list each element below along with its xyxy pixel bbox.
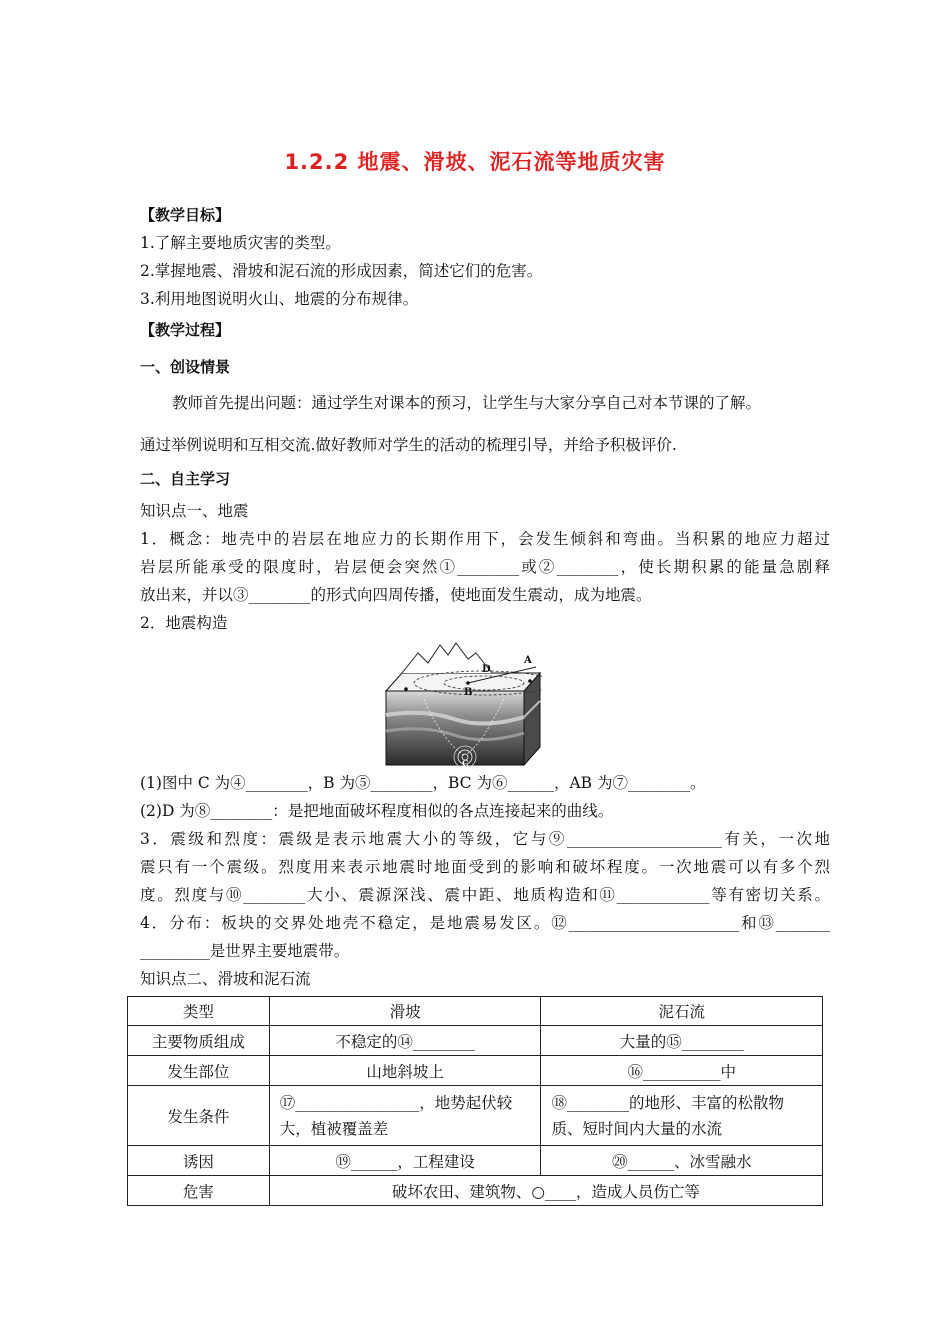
table-cell: ⑯__________中: [541, 1056, 823, 1086]
table-row: [128, 1176, 823, 1206]
table-row-label: 主要物质组成: [128, 1026, 270, 1056]
table-cell: 山地斜坡上: [269, 1056, 541, 1086]
section-heading: 一、创设情景: [140, 358, 231, 376]
table-header-cell: 泥石流: [541, 997, 823, 1026]
objectives-heading: 【教学目标】: [140, 206, 231, 224]
section-heading: 二、自主学习: [140, 470, 231, 488]
table-row-label: 发生条件: [128, 1086, 270, 1146]
objective-item: 1.了解主要地质灾害的类型。: [140, 234, 341, 252]
process-heading: 【教学过程】: [140, 321, 231, 339]
paragraph-line: 岩层所能承受的限度时，岩层便会突然①________或②________，使长期积累的能量急剧释: [140, 558, 830, 576]
table-cell-merged: 破坏农田、建筑物、○____，造成人员伤亡等: [269, 1176, 822, 1206]
table-row-label: 发生部位: [128, 1056, 270, 1086]
paragraph-line: 度。烈度与⑩________大小、震源深浅、震中距、地质构造和⑪____________等有密切关系。: [140, 886, 830, 904]
question: (1)图中 C 为④________，B 为⑤________，BC 为⑥______，AB 为⑦________。: [140, 774, 706, 792]
label-c: C: [462, 758, 469, 767]
knowledge-point-title: 知识点二、滑坡和泥石流: [140, 970, 311, 988]
label-d: D: [482, 664, 491, 675]
question: (2)D 为⑧________：是把地面破坏程度相似的各点连接起来的曲线。: [140, 802, 614, 820]
paragraph-line: _________是世界主要地震带。: [140, 942, 350, 960]
table-row-label: 危害: [128, 1176, 270, 1206]
table-header-cell: 类型: [128, 997, 270, 1026]
paragraph-line: 1．概念：地壳中的岩层在地应力的长期作用下，会发生倾斜和弯曲。当积累的地应力超过: [140, 530, 830, 548]
paragraph-line: 3．震级和烈度：震级是表示地震大小的等级，它与⑨____________________有关，一次地: [140, 830, 830, 848]
table-header-row: [128, 997, 823, 1026]
table-cell: ⑱________的地形、丰富的松散物质、短时间内大量的水流: [541, 1086, 823, 1146]
paragraph-line: 放出来，并以③________的形式向四周传播，使地面发生震动，成为地震。: [140, 586, 652, 604]
knowledge-point-title: 知识点一、地震: [140, 502, 249, 520]
subsection-title: 2．地震构造: [140, 614, 228, 632]
paragraph-line: 震只有一个震级。烈度用来表示地震时地面受到的影响和破坏程度。一次地震可以有多个烈: [140, 858, 830, 876]
table-cell: ⑳______、冰雪融水: [541, 1146, 823, 1176]
page-title: 1.2.2 地震、滑坡、泥石流等地质灾害: [284, 150, 666, 174]
table-cell: ⑰________________，地势起伏较大，植被覆盖差: [269, 1086, 541, 1146]
table-header-cell: 滑坡: [269, 997, 541, 1026]
table-row: [128, 1086, 823, 1146]
table-cell: 不稳定的⑭________: [269, 1026, 541, 1056]
table-row: [128, 1056, 823, 1086]
table-cell: 大量的⑮________: [541, 1026, 823, 1056]
table-cell: ⑲______，工程建设: [269, 1146, 541, 1176]
table-row-label: 诱因: [128, 1146, 270, 1176]
label-a: A: [524, 655, 532, 666]
landslide-debris-flow-table: [127, 996, 823, 1206]
paragraph-line: 4．分布：板块的交界处地壳不稳定，是地震易发区。⑫______________________和⑬_______: [140, 914, 830, 932]
objective-item: 3.利用地图说明火山、地震的分布规律。: [140, 290, 419, 308]
table-row: [128, 1146, 823, 1176]
paragraph: 教师首先提出问题：通过学生对课本的预习，让学生与大家分享自己对本节课的了解。: [172, 394, 762, 412]
table-row: [128, 1026, 823, 1056]
earthquake-structure-figure: [384, 639, 542, 767]
objective-item: 2.掌握地震、滑坡和泥石流的形成因素，简述它们的危害。: [140, 262, 543, 280]
label-b: B: [464, 687, 473, 698]
paragraph: 通过举例说明和互相交流.做好教师对学生的活动的梳理引导，并给予积极评价.: [140, 436, 677, 454]
